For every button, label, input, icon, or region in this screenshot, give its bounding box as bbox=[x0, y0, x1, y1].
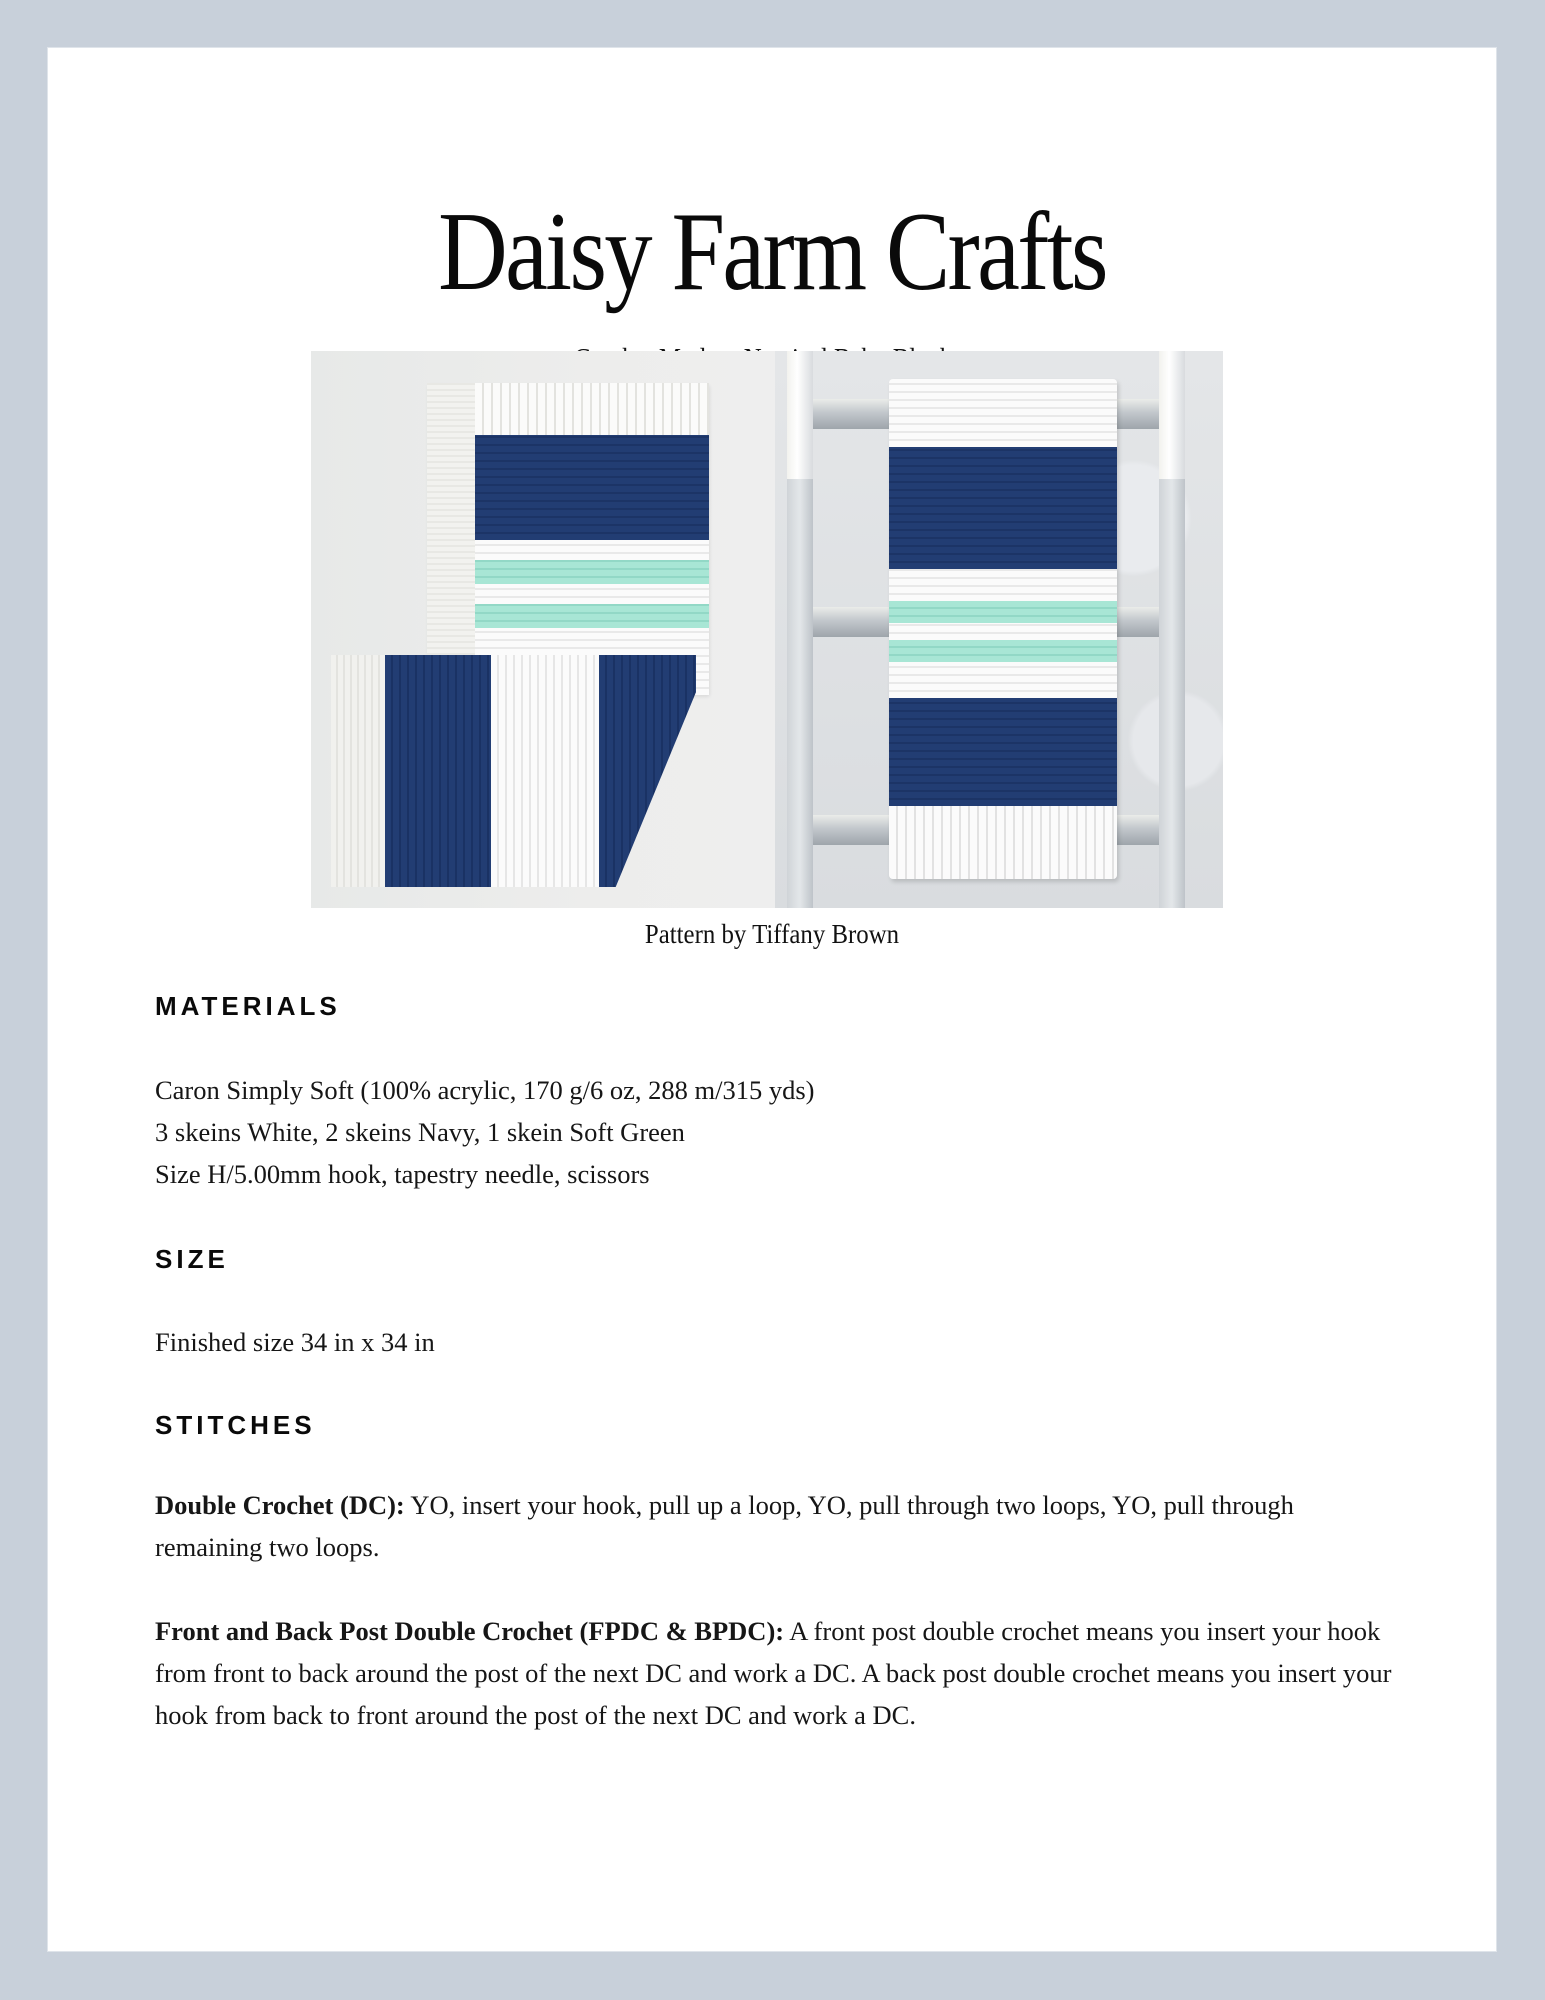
photo-row bbox=[311, 351, 1223, 908]
stripe-mint bbox=[475, 604, 709, 628]
stripe-navy bbox=[889, 447, 1117, 569]
heading-stitches: STITCHES bbox=[155, 1410, 316, 1440]
blanket-white-border bbox=[427, 383, 475, 695]
document-page bbox=[48, 48, 1496, 1951]
stripe-navy bbox=[889, 698, 1117, 806]
stripe-white bbox=[331, 655, 385, 887]
blanket-ribbed-edge bbox=[475, 383, 709, 435]
heading-size: SIZE bbox=[155, 1244, 229, 1274]
materials-line: 3 skeins White, 2 skeins Navy, 1 skein Soft Green bbox=[155, 1117, 685, 1147]
stripe-white bbox=[491, 655, 599, 887]
photo-blanket-ladder bbox=[775, 351, 1223, 908]
stripe-white bbox=[889, 379, 1117, 447]
heading-materials: MATERIALS bbox=[155, 991, 341, 1021]
stitch-term: Double Crochet (DC): bbox=[155, 1490, 405, 1520]
ladder-rail-right bbox=[1159, 351, 1185, 908]
stitch-definition-dc bbox=[155, 1484, 1395, 1568]
stitch-description: A front post double crochet means you insert your hook from front to back around the post of the next DC and work a DC. A back post double crochet means you insert your hook from back to front around the post of the next DC and work a DC. bbox=[155, 1616, 1392, 1730]
stripe-white bbox=[889, 569, 1117, 601]
photo-blanket-folded bbox=[311, 351, 775, 908]
blanket-top-layer bbox=[427, 383, 709, 695]
stripe-mint bbox=[889, 601, 1117, 623]
size-value: Finished size 34 in x 34 in bbox=[155, 1327, 435, 1357]
stripe-mint bbox=[475, 560, 709, 584]
materials-line: Size H/5.00mm hook, tapestry needle, scissors bbox=[155, 1159, 650, 1189]
stitch-definition-fpdc-bpdc bbox=[155, 1610, 1395, 1736]
stitch-term: Front and Back Post Double Crochet (FPDC & BPDC): bbox=[155, 1616, 785, 1646]
stripe-navy bbox=[475, 435, 709, 540]
pattern-credit: Pattern by Tiffany Brown bbox=[644, 919, 900, 949]
stitch-description: YO, insert your hook, pull up a loop, YO, pull through two loops, YO, pull through remaining two loops. bbox=[155, 1490, 1294, 1562]
stripe-navy bbox=[385, 655, 491, 887]
blanket-folded-layer bbox=[331, 655, 696, 887]
stripe-mint bbox=[889, 640, 1117, 662]
stripe-white bbox=[475, 540, 709, 560]
stripe-white bbox=[475, 584, 709, 604]
stripe-white bbox=[889, 623, 1117, 640]
brand-title: Daisy Farm Crafts bbox=[438, 190, 1106, 314]
hanging-blanket bbox=[889, 379, 1117, 879]
stripe-navy bbox=[599, 655, 696, 887]
stripe-white bbox=[889, 662, 1117, 698]
materials-line: Caron Simply Soft (100% acrylic, 170 g/6 oz, 288 m/315 yds) bbox=[155, 1075, 815, 1105]
materials-list bbox=[155, 1069, 1395, 1195]
size-text bbox=[155, 1321, 1395, 1363]
stripe-white-ribbed bbox=[889, 806, 1117, 879]
ladder-rail-left bbox=[787, 351, 813, 908]
